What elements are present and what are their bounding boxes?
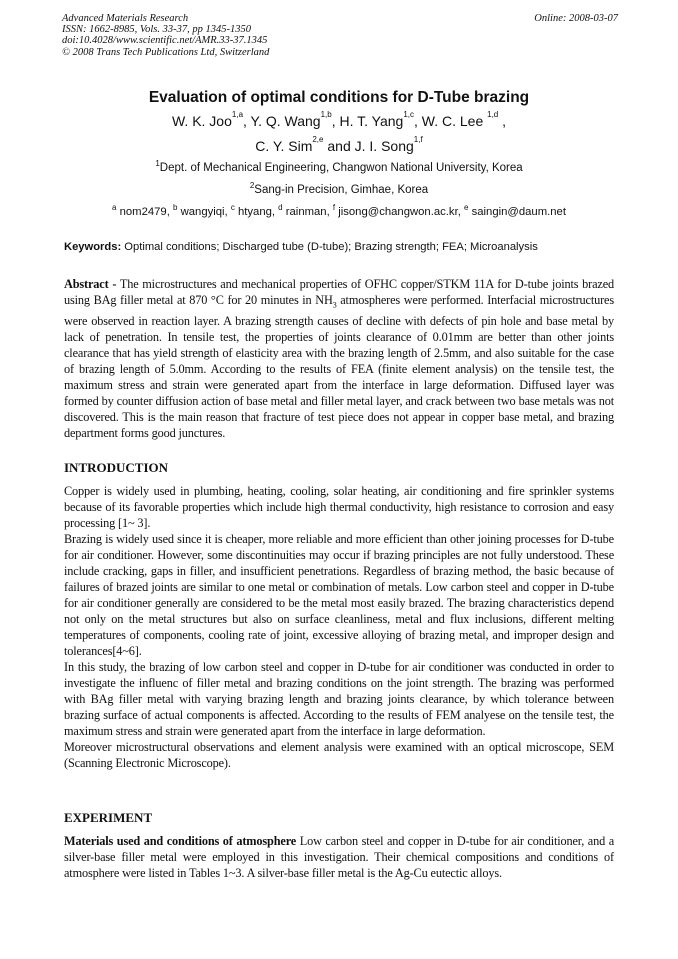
email-address: htyang, [234, 206, 279, 218]
author-marker: 1,d [487, 110, 499, 119]
email-marker: d [278, 203, 283, 212]
abstract [64, 276, 614, 441]
subsection-heading: Materials used and conditions of atmosphere [64, 834, 297, 848]
abstract-text: The microstructures and mechanical properties of OFHC copper/STKM 11A for D-tube joints brazed using BAg filler metal at 870 °C for 20 minutes in NH [64, 277, 614, 307]
email-marker: f [332, 203, 336, 212]
running-header [62, 13, 618, 58]
author-marker: 1,f [413, 135, 423, 144]
author-name: W. K. Joo [171, 113, 232, 129]
author-name: and J. I. Song [323, 138, 414, 154]
abstract-subscript: 3 [332, 300, 337, 310]
author-marker: 1,a [231, 110, 244, 119]
section-heading-introduction: INTRODUCTION [64, 460, 169, 475]
experiment-body [64, 833, 614, 881]
issn-line: ISSN: 1662-8985, Vols. 33-37, pp 1345-1350 [62, 24, 251, 36]
author-marker: 1,b [320, 110, 332, 119]
email-marker: c [230, 203, 235, 212]
copyright-line: © 2008 Trans Tech Publications Ltd, Switzerland [62, 46, 270, 58]
abstract-text-cont: atmospheres were performed. Interfacial microstructures were observed in reaction layer. A brazing strength causes of decline with defects of pin hole and base metal by lack of penetration. In tensile test, the properties of joints clearance of 0.01mm are better than other joints clearance that has yield strength of elasticity area with the brazing length of 2.5mm, and also suitable for the case of brazing length of 5.0mm. According to the results of FEA (finite element analysis) on the tensile test, the maximum stress and strain were generated apart from the interface in large deformation. Diffused layer was formed by counter diffusion action of base metal and filler metal layer, and crack between two base metals was not discovered. This is the main reason that fracture of test piece does not appear in copper base metal, and brazing department forms good junctures. [64, 293, 614, 441]
affiliation-1 [0, 159, 678, 174]
author-name: , Y. Q. Wang [243, 113, 321, 129]
author-line-2 [0, 135, 678, 154]
keywords-text: Optimal conditions; Discharged tube (D-tube); Brazing strength; FEA; Microanalysis [121, 241, 538, 253]
keywords [64, 241, 624, 253]
email-marker: a [112, 203, 117, 212]
paragraph: In this study, the brazing of low carbon steel and copper in D-tube for air conditioner was conducted in order to investigate the influenc of filler metal and brazing conditions on the joint strength. The brazing was performed with BAg filler metal with varying brazing length and brazing joints clearance, by which tolerance between brazing surface of actual components is affected. According to the results of FEM analyese on the tensile test, the maximum stress and strain were generated apart from the interface in large deformation. [64, 660, 614, 738]
keywords-label: Keywords: [64, 241, 122, 253]
author-name: C. Y. Sim [255, 138, 313, 154]
paper-title: Evaluation of optimal conditions for D-Tube brazing [148, 89, 530, 106]
affiliation-2 [0, 181, 678, 196]
author-separator: , [498, 113, 507, 129]
email-address: nom2479, [116, 206, 173, 218]
affiliation-text: Dept. of Mechanical Engineering, Changwon National University, Korea [159, 162, 523, 174]
introduction-body [64, 483, 614, 771]
email-marker: b [173, 203, 178, 212]
paragraph: Low carbon steel and copper in D-tube for air conditioner, and a silver-base filler metal were employed in this investigation. Their chemical compositions and conditions of atmosphere were listed in Tables 1~3. A silver-base filler metal is the Ag-Cu eutectic alloys. [64, 834, 615, 880]
email-address: wangyiqi, [177, 206, 231, 218]
abstract-label: Abstract - [64, 277, 117, 291]
email-line [0, 203, 678, 218]
affiliation-text: Sang-in Precision, Gimhae, Korea [254, 184, 429, 196]
author-line-1 [0, 110, 678, 129]
doi-line: doi:10.4028/www.scientific.net/AMR.33-37.1345 [62, 35, 268, 47]
email-marker: e [464, 203, 469, 212]
affiliation-marker: 1 [155, 159, 160, 168]
paragraph: Brazing is widely used since it is cheaper, more reliable and more efficient than other joining processes for D-tube for air conditioner. However, some discontinuities may occur if brazing principles are not fully understood. These include cracking, gaps in filler, and insufficient penetrations. Regardless of brazing method, the basic because of failures of brazed joints are similar to one metal or combination of metals. Low carbon steel and copper in D-tube for air conditioner generally are considered to be the metal most easily brazed. The brazing characteristics depend not only on the metal structures but also on surface cleanliness, metal and flux inclusions, different melting temperatures of components, cooling rate of joint, excessive alloying of brazing metal, and improper design and tolerances[4~6]. [64, 532, 614, 658]
paragraph: Moreover microstructural observations and element analysis were examined with an optical microscope, SEM (Scanning Electronic Microscope). [64, 740, 614, 770]
author-name: , H. T. Yang [331, 113, 404, 129]
section-heading-experiment: EXPERIMENT [64, 810, 153, 825]
online-date: Online: 2008-03-07 [534, 13, 618, 24]
email-address: saingin@daum.net [468, 206, 566, 218]
email-address: rainman, [282, 206, 333, 218]
author-marker: 2,e [312, 135, 324, 144]
journal-name: Advanced Materials Research [62, 13, 189, 24]
email-address: jisong@changwon.ac.kr, [335, 206, 464, 218]
paragraph: Copper is widely used in plumbing, heating, cooling, solar heating, air conditioning and fire sprinkler systems because of its favorable properties which include high thermal conductivity, high resistance to corrosion and easy processing [1~ 3]. [64, 484, 614, 530]
affiliation-marker: 2 [249, 181, 255, 190]
author-marker: 1,c [403, 110, 414, 119]
author-name: , W. C. Lee [413, 113, 488, 129]
